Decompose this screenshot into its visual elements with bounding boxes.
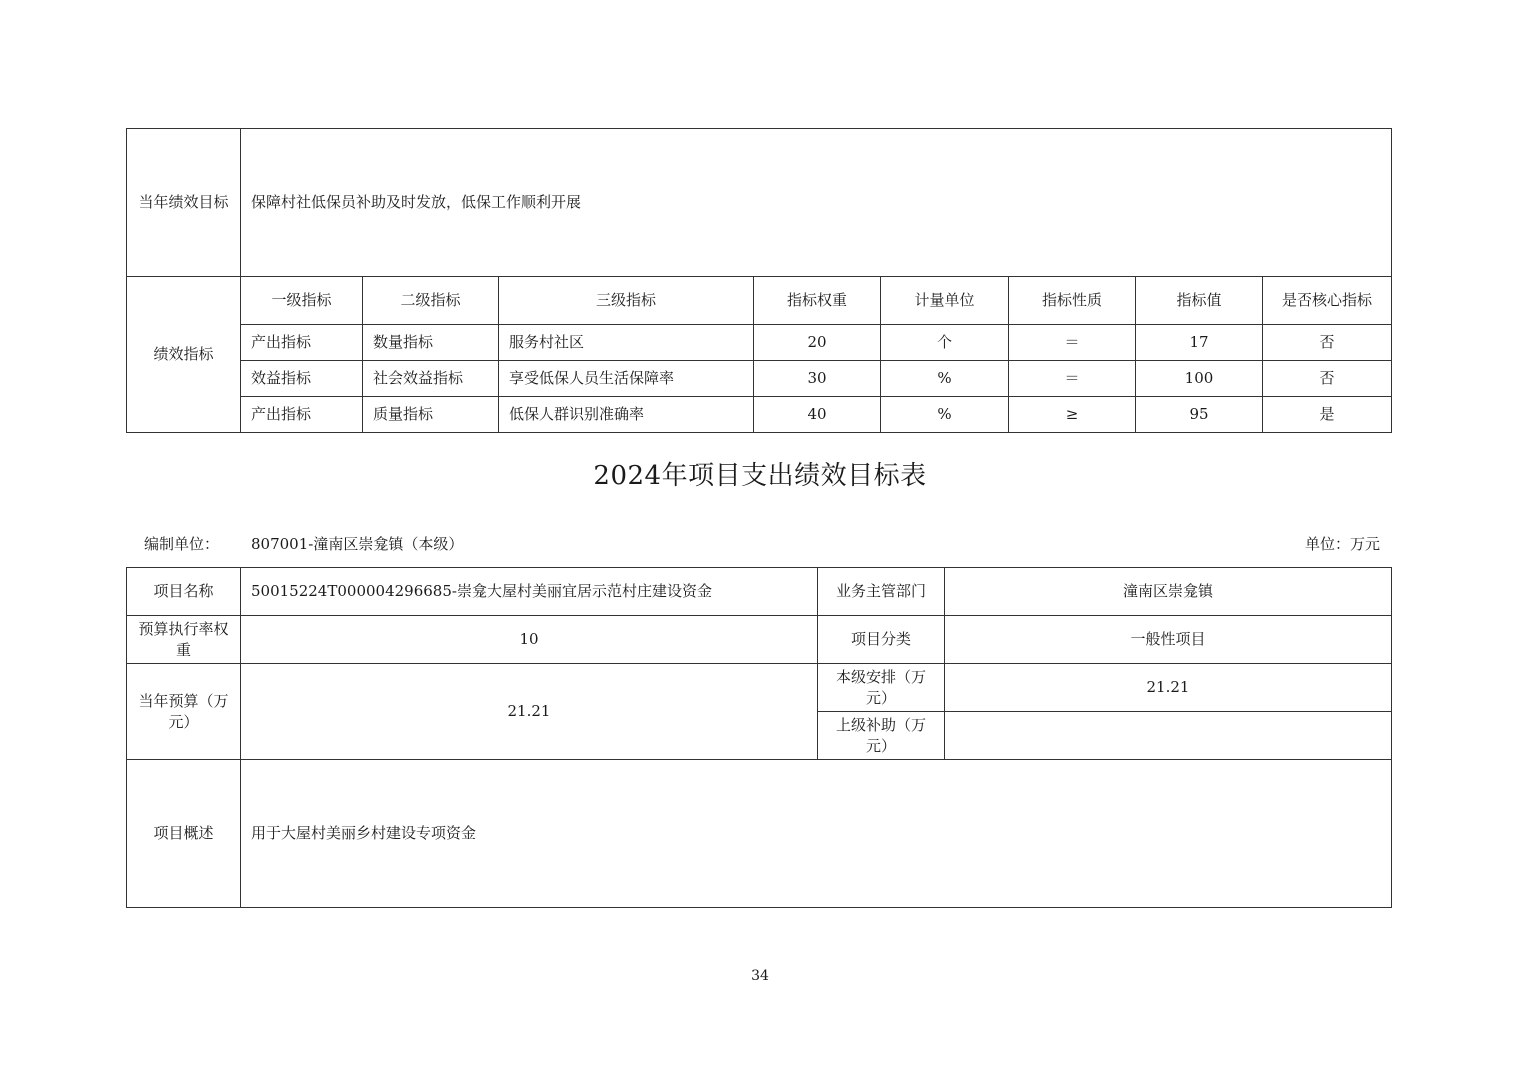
header-cell: 指标值 — [1136, 277, 1263, 325]
indicators-label: 绩效指标 — [127, 277, 241, 433]
department-label: 业务主管部门 — [818, 568, 945, 616]
form-title: 2024年项目支出绩效目标表 — [593, 461, 927, 491]
header-cell: 指标性质 — [1009, 277, 1136, 325]
header-cell: 三级指标 — [499, 277, 754, 325]
category-label: 项目分类 — [818, 616, 945, 664]
value-cell: 95 — [1136, 397, 1263, 433]
superior-subsidy-value — [945, 712, 1392, 760]
header-cell: 计量单位 — [881, 277, 1009, 325]
budget-row — [127, 664, 1392, 712]
nature-cell: ≥ — [1009, 397, 1136, 433]
weight-cell: 40 — [754, 397, 881, 433]
currency-unit: 单位：万元 — [1304, 535, 1380, 553]
exec-rate-value: 10 — [241, 616, 818, 664]
annual-budget-label: 当年预算（万元） — [127, 664, 241, 760]
project-name-label: 项目名称 — [127, 568, 241, 616]
header-cell: 二级指标 — [363, 277, 499, 325]
department-value: 潼南区崇龛镇 — [945, 568, 1392, 616]
level1-cell: 效益指标 — [241, 361, 363, 397]
level1-cell: 产出指标 — [241, 325, 363, 361]
table-row — [127, 325, 1392, 361]
level3-cell: 低保人群识别准确率 — [499, 397, 754, 433]
core-cell: 否 — [1263, 361, 1392, 397]
level1-cell: 产出指标 — [241, 397, 363, 433]
annual-goal-text: 保障村社低保员补助及时发放，低保工作顺利开展 — [241, 129, 1392, 277]
unit-cell: % — [881, 361, 1009, 397]
compiling-unit-value: 807001-潼南区崇龛镇（本级） — [251, 535, 464, 553]
nature-cell: ＝ — [1009, 325, 1136, 361]
level2-cell: 社会效益指标 — [363, 361, 499, 397]
annual-goal-label: 当年绩效目标 — [127, 129, 241, 277]
value-cell: 100 — [1136, 361, 1263, 397]
unit-cell: % — [881, 397, 1009, 433]
annual-budget-value: 21.21 — [241, 664, 818, 760]
project-info-table — [126, 567, 1392, 908]
unit-cell: 个 — [881, 325, 1009, 361]
overview-label: 项目概述 — [127, 760, 241, 908]
overview-value: 用于大屋村美丽乡村建设专项资金 — [241, 760, 1392, 908]
level3-cell: 服务村社区 — [499, 325, 754, 361]
category-value: 一般性项目 — [945, 616, 1392, 664]
level3-cell: 享受低保人员生活保障率 — [499, 361, 754, 397]
level2-cell: 质量指标 — [363, 397, 499, 433]
table-row — [127, 397, 1392, 433]
exec-rate-row — [127, 616, 1392, 664]
nature-cell: ＝ — [1009, 361, 1136, 397]
superior-subsidy-label: 上级补助（万元） — [818, 712, 945, 760]
page-number: 34 — [751, 968, 769, 984]
annual-goal-row — [127, 129, 1392, 277]
weight-cell: 20 — [754, 325, 881, 361]
indicator-header-row — [127, 277, 1392, 325]
header-cell: 一级指标 — [241, 277, 363, 325]
project-name-value: 50015224T000004296685-崇龛大屋村美丽宜居示范村庄建设资金 — [241, 568, 818, 616]
performance-indicators-table — [126, 128, 1392, 433]
header-cell: 是否核心指标 — [1263, 277, 1392, 325]
table-row — [127, 361, 1392, 397]
compiling-unit-label: 编制单位： — [144, 535, 220, 553]
header-cell: 指标权重 — [754, 277, 881, 325]
local-arrangement-value: 21.21 — [945, 664, 1392, 712]
level2-cell: 数量指标 — [363, 325, 499, 361]
value-cell: 17 — [1136, 325, 1263, 361]
core-cell: 否 — [1263, 325, 1392, 361]
weight-cell: 30 — [754, 361, 881, 397]
exec-rate-label: 预算执行率权重 — [127, 616, 241, 664]
overview-row — [127, 760, 1392, 908]
project-name-row — [127, 568, 1392, 616]
local-arrangement-label: 本级安排（万元） — [818, 664, 945, 712]
core-cell: 是 — [1263, 397, 1392, 433]
